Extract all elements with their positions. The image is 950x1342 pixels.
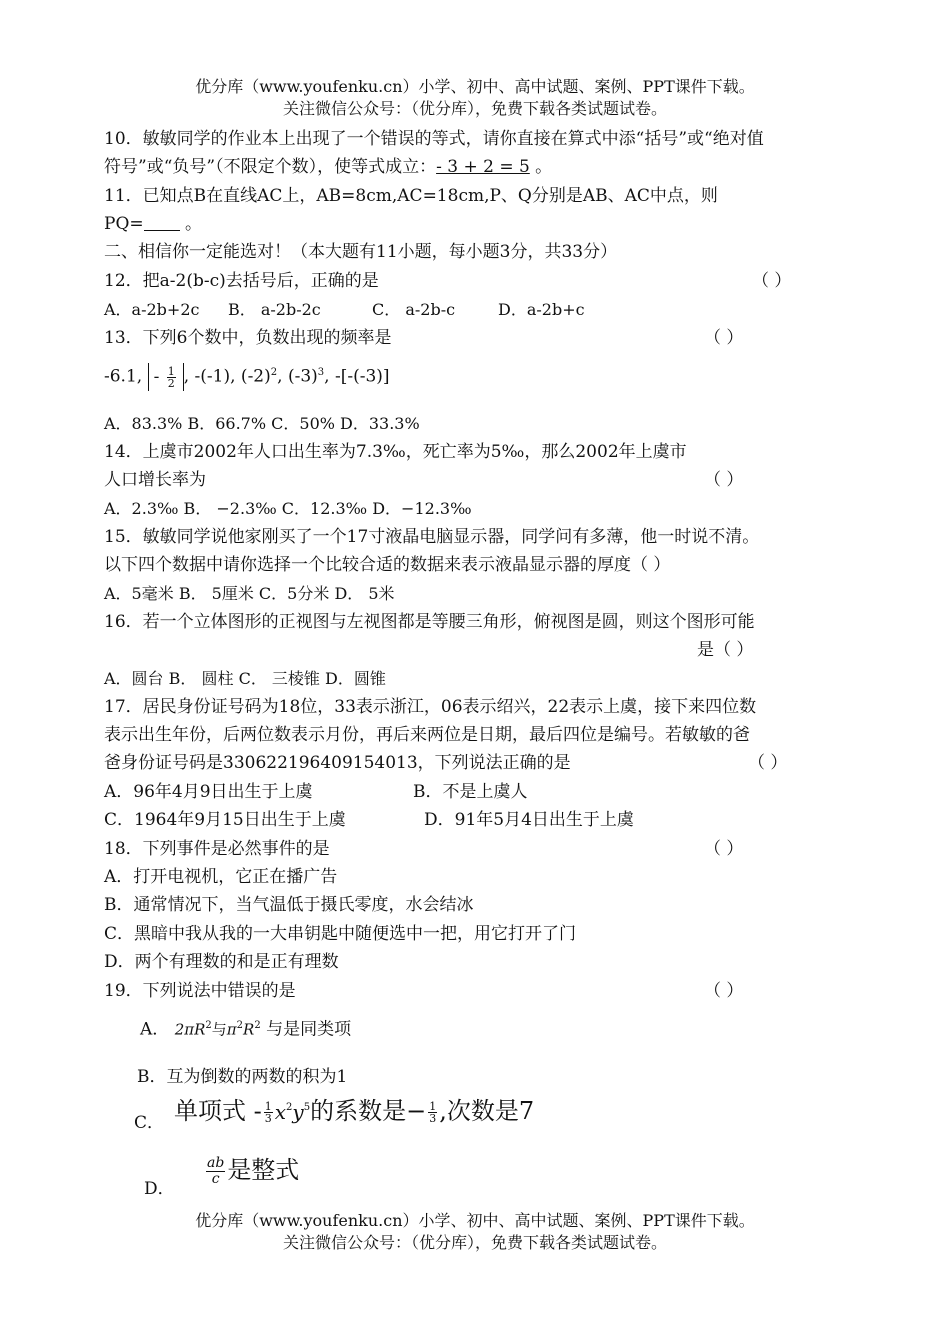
q19-stem: 19．下列说法中错误的是 [104,981,296,1001]
footer-line-2: 关注微信公众号：（优分库），免费下载各类试题试卷。 [282,1233,667,1252]
q19-option-a-term-1: 2πR [174,1020,206,1039]
q19-option-a-r: R [243,1020,255,1039]
section-2-heading: 二、相信你一定能选对！（本大题有11小题，每小题3分，共33分） [104,242,618,262]
q19-option-a-sup-2: 2 [236,1020,244,1031]
q19-option-c-num: 1 [264,1100,272,1113]
q19-option-d-fraction [206,1156,225,1187]
q18-option-b: B．通常情况下，当气温低于摄氏零度，水会结冰 [104,895,474,915]
q14-line-2: 人口增长率为 [104,470,206,490]
q19-option-c-num-2: 1 [429,1100,437,1113]
q17-line-2: 表示出生年份，后两位数表示月份，再后来两位是日期，最后四位是编号。若敏敏的爸 [104,725,750,745]
q19-option-c-label: C． [134,1113,165,1133]
q18-option-a: A．打开电视机，它正在播广告 [104,867,338,887]
q19-option-c-den-2: 3 [429,1112,437,1125]
q15-line-1: 15．敏敏同学说他家刚买了一个17寸液晶电脑显示器，同学问有多薄，他一时说不清。 [104,527,760,547]
q19-option-a-text: 与是同类项 [266,1019,352,1040]
q17-option-c: C．1964年9月15日出生于上虞 [104,810,346,830]
q18-stem: 18．下列事件是必然事件的是 [104,839,330,859]
q10-line-2-text: 符号”或“负号”（不限定个数），使等式成立： [104,157,437,177]
q19-option-c-sup-y: 5 [303,1102,311,1113]
q19-option-c-mid: 的系数是− [310,1097,427,1125]
q19-option-d-den: c [211,1171,220,1187]
q19-option-c-fraction-2 [428,1101,437,1124]
q18-answer-paren[interactable]: （ ） [704,839,744,859]
q10-line-2 [104,156,552,178]
q17-option-b: B．不是上虞人 [413,782,528,802]
q17-line-1: 17．居民身份证号码为18位，33表示浙江，06表示绍兴，22表示上虞，接下来四位数 [104,697,757,717]
q12-option-c: C． a-2b-c [372,300,456,319]
q17-option-a: A．96年4月9日出生于上虞 [104,782,313,802]
q19-answer-paren[interactable]: （ ） [704,981,744,1001]
q16-line-1: 16．若一个立体图形的正视图与左视图都是等腰三角形，俯视图是圆，则这个图形可能 [104,612,755,632]
q13-rest-2: , (-3) [277,366,318,387]
q12-answer-paren[interactable]: （ ） [752,271,792,291]
q19-option-a-sup-1: 2 [205,1020,212,1031]
q12-stem: 12．把a-2(b-c)去括号后，正确的是 [104,271,379,291]
q19-option-c-y: y [292,1100,304,1124]
q13-rest-3: , -[-(-3)] [324,366,390,387]
q17-option-d: D．91年5月4日出生于上虞 [424,810,634,830]
q13-fraction-den: 2 [167,377,175,391]
q11-answer-blank[interactable] [144,214,180,231]
q19-option-c-pre: 单项式 - [174,1097,262,1125]
q19-option-d-num: ab [207,1155,225,1171]
q13-sup-2: 2 [270,367,278,378]
q12-option-b: B． a-2b-2c [228,300,321,319]
header-line-2: 关注微信公众号：（优分库），免费下载各类试题试卷。 [282,99,667,118]
q19-option-d-label: D． [144,1179,175,1199]
q19-option-a-and: 与 [211,1020,227,1039]
q13-options: A．83.3% B．66.7% C．50% D．33.3% [104,414,420,433]
q13-n1: -6.1, [104,366,143,387]
q10-period: 。 [529,157,553,177]
q19-option-c [174,1093,534,1127]
q11-pq-label: PQ= [104,214,144,234]
q14-line-1: 14．上虞市2002年人口出生率为7.3‰，死亡率为5‰，那么2002年上虞市 [104,442,687,462]
q16-line-2: 是（ ） [697,640,754,660]
q19-option-c-den: 3 [264,1112,272,1125]
q19-option-c-x: x [274,1100,287,1124]
q13-fraction-num: 1 [167,365,175,379]
q13-rest-1: , -(-1), (-2) [183,366,271,387]
q13-number-list [104,358,390,392]
q18-option-d: D．两个有理数的和是正有理数 [104,952,339,972]
q19-option-c-post: ,次数是7 [439,1097,535,1125]
q11-line-1: 11．已知点B在直线AC上，AB=8cm,AC=18cm,P、Q分别是AB、AC中点，则 [104,186,718,206]
q13-abs-minus: - [153,367,160,388]
q19-option-c-fraction [264,1101,273,1124]
q19-option-d [204,1152,299,1188]
header-line-1: 优分库（www.youfenku.cn）小学、初中、高中试题、案例、PPT课件下载。 [195,77,755,96]
q10-equation: - 3 + 2 = 5 [436,157,530,177]
q18-option-c: C．黑暗中我从我的一大串钥匙中随便选中一把，用它打开了门 [104,924,577,944]
q15-options: A．5毫米 B． 5厘米 C．5分米 D． 5米 [104,584,395,603]
q17-answer-paren[interactable]: （ ） [748,753,788,773]
q12-option-d: D．a-2b+c [498,300,585,319]
q13-sup-3: 3 [317,367,325,378]
q17-line-3: 爸身份证号码是330622196409154013，下列说法正确的是 [104,753,571,773]
q19-option-a-label: A． [140,1019,170,1040]
q16-options: A．圆台 B． 圆柱 C． 三棱锥 D．圆锥 [104,669,386,688]
q15-line-2: 以下四个数据中请你选择一个比较合适的数据来表示液晶显示器的厚度（ ） [104,555,671,575]
q19-option-a-pi: π [226,1020,237,1039]
q13-abs-value [148,363,184,391]
q11-line-2 [104,213,202,235]
q19-option-c-sup-x: 2 [286,1102,293,1113]
q19-option-b: B．互为倒数的两数的积为1 [137,1067,348,1087]
q13-fraction [167,366,176,389]
q19-option-a [140,1012,351,1044]
q13-stem: 13．下列6个数中，负数出现的频率是 [104,328,392,348]
q14-options: A．2.3‰ B． −2.3‰ C．12.3‰ D．−12.3‰ [104,499,472,518]
q14-answer-paren[interactable]: （ ） [704,470,744,490]
q19-option-d-text: 是整式 [227,1156,300,1184]
q19-option-a-sup-3: 2 [254,1020,261,1031]
q10-line-1: 10．敏敏同学的作业本上出现了一个错误的等式，请你直接在算式中添“括号”或“绝对值 [104,129,764,149]
q13-answer-paren[interactable]: （ ） [704,328,744,348]
q12-option-a: A．a-2b+2c [104,300,200,319]
footer-line-1: 优分库（www.youfenku.cn）小学、初中、高中试题、案例、PPT课件下载。 [195,1211,755,1230]
q11-period: 。 [179,214,203,234]
